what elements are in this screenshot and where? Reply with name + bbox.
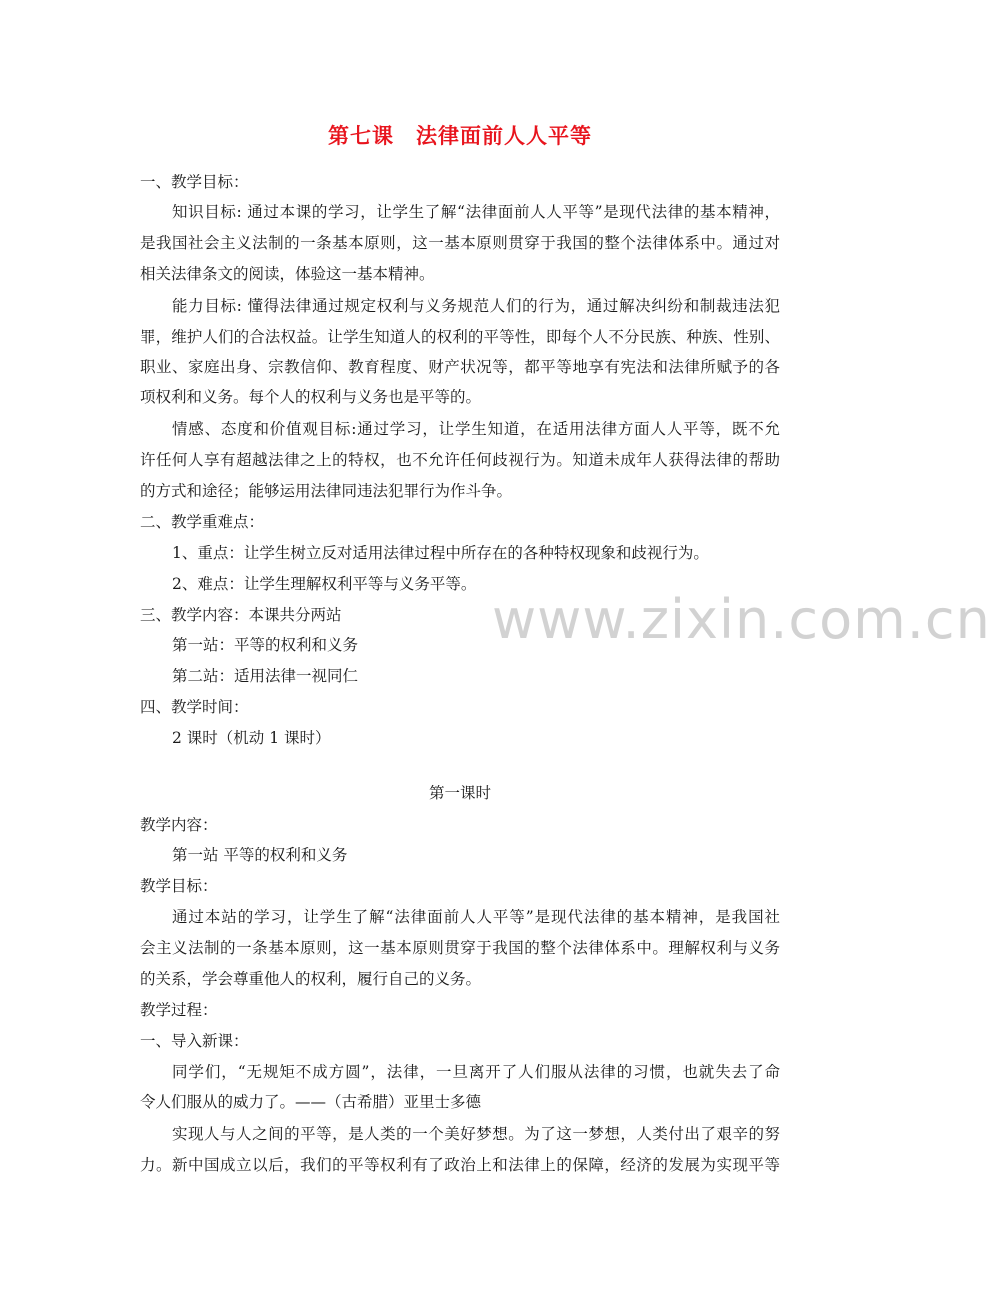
list-item: 第一站 平等的权利和义务 [172, 846, 348, 864]
paragraph-line: 实现人与人之间的平等，是人类的一个美好梦想。为了这一梦想，人类付出了艰辛的努 [172, 1125, 780, 1143]
paragraph-line: 罪，维护人们的合法权益。让学生知道人的权利的平等性，即每个人不分民族、种族、性别、 [140, 328, 780, 346]
paragraph-line: 情感、态度和价值观目标:通过学习，让学生知道，在适用法律方面人人平等，既不允 [172, 420, 780, 438]
list-item: 2、难点：让学生理解权利平等与义务平等。 [172, 575, 477, 593]
subheading: 第一课时 [428, 784, 491, 802]
paragraph-line: 同学们，“无规矩不成方圆”，法律，一旦离开了人们服从法律的习惯，也就失去了命 [172, 1063, 780, 1081]
list-item: 第二站：适用法律一视同仁 [172, 667, 359, 685]
paragraph-line: 许任何人享有超越法律之上的特权，也不允许任何歧视行为。知道未成年人获得法律的帮助 [140, 451, 780, 469]
section-heading: 教学过程： [140, 1001, 218, 1019]
paragraph-line: 的方式和途径；能够运用法律同违法犯罪行为作斗争。 [140, 482, 513, 500]
paragraph-line: 相关法律条文的阅读，体验这一基本精神。 [140, 265, 435, 283]
paragraph-line: 知识目标: 通过本课的学习，让学生了解“法律面前人人平等”是现代法律的基本精神， [172, 203, 780, 221]
paragraph-line: 会主义法制的一条基本原则，这一基本原则贯穿于我国的整个法律体系中。理解权利与义务 [140, 939, 780, 957]
section-heading: 教学目标： [140, 877, 218, 895]
document-title [0, 120, 920, 150]
section-heading: 一、教学目标： [140, 173, 249, 191]
paragraph-line: 通过本站的学习，让学生了解“法律面前人人平等”是现代法律的基本精神，是我国社 [172, 908, 780, 926]
list-item: 第一站：平等的权利和义务 [172, 636, 359, 654]
section-heading: 一、导入新课： [140, 1032, 249, 1050]
section-heading: 四、教学时间： [140, 698, 249, 716]
section-heading: 二、教学重难点： [140, 513, 265, 531]
section-heading: 三、教学内容：本课共分两站 [140, 606, 342, 624]
paragraph-line: 的关系，学会尊重他人的权利，履行自己的义务。 [140, 970, 482, 988]
paragraph-line: 项权利和义务。每个人的权利与义务也是平等的。 [140, 388, 482, 406]
paragraph-line: 能力目标: 懂得法律通过规定权利与义务规范人们的行为，通过解决纠纷和制裁违法犯 [172, 297, 780, 315]
list-item: 1、重点：让学生树立反对适用法律过程中所存在的各种特权现象和歧视行为。 [172, 544, 709, 562]
section-heading: 教学内容： [140, 816, 218, 834]
lesson-number: 第七课 [328, 124, 394, 148]
list-item: 2 课时（机动 1 课时） [172, 729, 331, 747]
paragraph-line: 令人们服从的威力了。——（古希腊）亚里士多德 [140, 1093, 482, 1111]
paragraph-line: 是我国社会主义法制的一条基本原则，这一基本原则贯穿于我国的整个法律体系中。通过对 [140, 234, 780, 252]
paragraph-line: 职业、家庭出身、宗教信仰、教育程度、财产状况等，都平等地享有宪法和法律所赋予的各 [140, 358, 780, 376]
paragraph-line: 力。新中国成立以后，我们的平等权利有了政治上和法律上的保障，经济的发展为实现平等 [140, 1156, 780, 1174]
lesson-title: 法律面前人人平等 [416, 124, 592, 148]
watermark: www.zixin.com.cn [492, 588, 991, 651]
